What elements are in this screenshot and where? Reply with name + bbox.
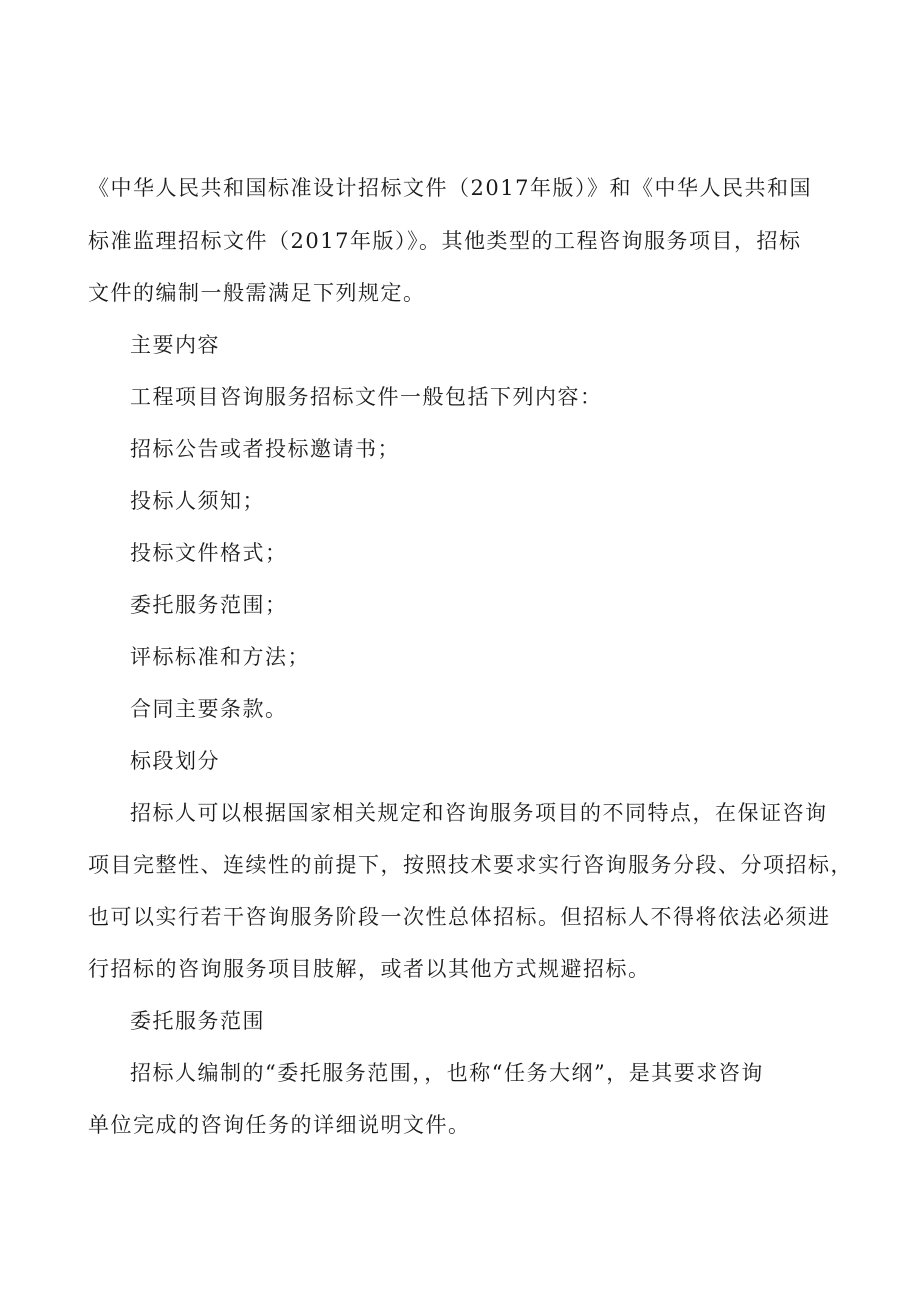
paragraph-2-line-1: 招标人可以根据国家相关规定和咨询服务项目的不同特点，在保证咨询 <box>130 801 828 825</box>
list-item: 投标人须知； <box>130 489 265 513</box>
heading-section-division: 标段划分 <box>130 749 220 773</box>
paragraph-2-line-2: 项目完整性、连续性的前提下，按照技术要求实行咨询服务分段、分项招标， <box>88 853 853 877</box>
list-item: 招标公告或者投标邀请书； <box>130 437 400 461</box>
list-item: 委托服务范围； <box>130 593 288 617</box>
list-item: 评标标准和方法； <box>130 645 310 669</box>
paragraph-2-line-3: 也可以实行若干咨询服务阶段一次性总体招标。但招标人不得将依法必须进 <box>88 905 831 929</box>
paragraph-3-line-1: 招标人编制的“委托服务范围，，也称“任务大纲”，是其要求咨询 <box>130 1061 764 1085</box>
paragraph-1-line-1: 《中华人民共和国标准设计招标文件（2017年版）》和《中华人民共和国 <box>88 176 812 200</box>
paragraph-1-line-2: 标准监理招标文件（2017年版）》。其他类型的工程咨询服务项目，招标 <box>88 229 802 253</box>
heading-main-content: 主要内容 <box>130 333 220 357</box>
list-item: 合同主要条款。 <box>130 697 288 721</box>
paragraph-3-line-2: 单位完成的咨询任务的详细说明文件。 <box>88 1113 471 1137</box>
paragraph-1-line-3: 文件的编制一般需满足下列规定。 <box>88 281 426 305</box>
heading-service-scope: 委托服务范围 <box>130 1009 265 1033</box>
intro-line: 工程项目咨询服务招标文件一般包括下列内容： <box>130 385 603 409</box>
paragraph-2-line-4: 行招标的咨询服务项目肢解，或者以其他方式规避招标。 <box>88 957 651 981</box>
list-item: 投标文件格式； <box>130 541 288 565</box>
